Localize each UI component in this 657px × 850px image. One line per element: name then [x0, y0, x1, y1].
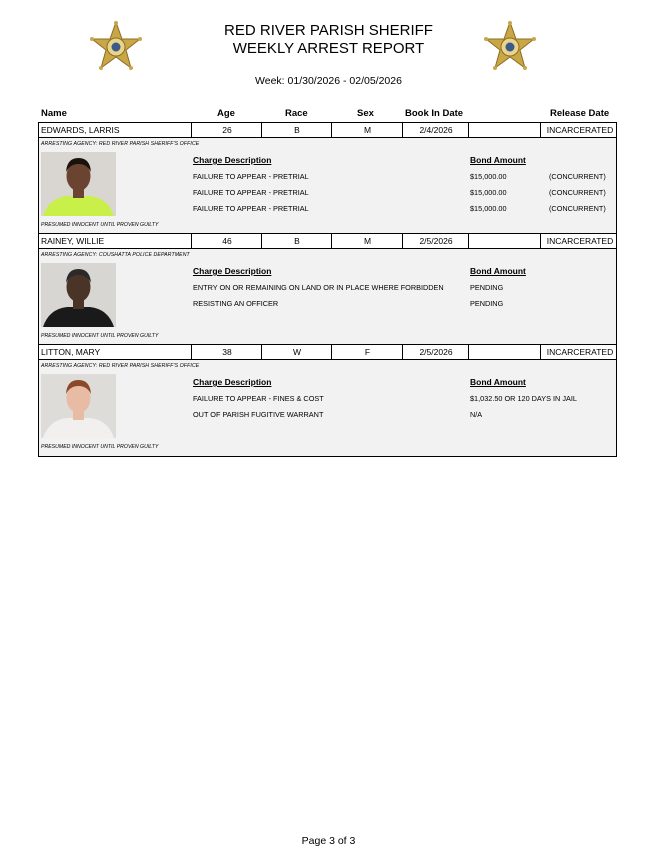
column-header-book-in: Book In Date — [405, 108, 464, 119]
inmate-sex: M — [331, 123, 403, 137]
column-header-sex: Sex — [357, 108, 374, 119]
presumed-innocent-note: PRESUMED INNOCENT UNTIL PROVEN GUILTY — [41, 333, 159, 339]
inmate-age: 38 — [191, 345, 262, 359]
inmate-race: B — [261, 234, 332, 248]
bond-amount: $15,000.00 — [470, 188, 507, 197]
column-header-name: Name — [41, 108, 67, 119]
bond-note: (CONCURRENT) — [549, 204, 606, 213]
inmate-book-in: 2/5/2026 — [402, 345, 469, 359]
bond-amount-header: Bond Amount — [470, 266, 526, 276]
presumed-innocent-note: PRESUMED INNOCENT UNTIL PROVEN GUILTY — [41, 444, 159, 450]
column-header-race: Race — [285, 108, 308, 119]
inmate-release: INCARCERATED — [540, 234, 619, 248]
record-detail — [38, 360, 617, 457]
bond-amount: N/A — [470, 410, 483, 419]
bond-amount: $15,000.00 — [470, 204, 507, 213]
report-week: Week: 01/30/2026 - 02/05/2026 — [255, 75, 402, 87]
mugshot-photo — [41, 374, 116, 438]
charge-description: FAILURE TO APPEAR - PRETRIAL — [193, 204, 309, 213]
inmate-name: EDWARDS, LARRIS — [41, 125, 120, 135]
report-title: RED RIVER PARISH SHERIFF — [224, 22, 433, 39]
record-summary-row — [38, 233, 617, 249]
inmate-release: INCARCERATED — [540, 345, 619, 359]
bond-amount: $1,032.50 OR 120 DAYS IN JAIL — [470, 394, 577, 403]
record-summary-row — [38, 122, 617, 138]
inmate-name: LITTON, MARY — [41, 347, 101, 357]
blank-cell — [468, 345, 541, 359]
blank-cell — [468, 123, 541, 137]
charge-description: FAILURE TO APPEAR - FINES & COST — [193, 394, 324, 403]
column-header-release: Release Date — [550, 108, 610, 119]
arresting-agency: ARRESTING AGENCY: COUSHATTA POLICE DEPARTMENT — [41, 252, 190, 258]
inmate-book-in: 2/5/2026 — [402, 234, 469, 248]
arresting-agency: ARRESTING AGENCY: RED RIVER PARISH SHERIFF'S OFFICE — [41, 141, 200, 147]
blank-cell — [468, 234, 541, 248]
record-detail — [38, 249, 617, 346]
charge-description-header: Charge Description — [193, 155, 272, 165]
inmate-sex: M — [331, 234, 403, 248]
inmate-age: 46 — [191, 234, 262, 248]
bond-amount-header: Bond Amount — [470, 155, 526, 165]
inmate-sex: F — [331, 345, 403, 359]
column-header-age: Age — [217, 108, 235, 119]
record-summary-row — [38, 344, 617, 360]
mugshot-photo — [41, 152, 116, 216]
report-subtitle: WEEKLY ARREST REPORT — [232, 40, 425, 57]
charge-description-header: Charge Description — [193, 377, 272, 387]
inmate-race: B — [261, 123, 332, 137]
inmate-book-in: 2/4/2026 — [402, 123, 469, 137]
bond-amount: PENDING — [470, 299, 504, 308]
arrest-record — [38, 344, 617, 457]
bond-note: (CONCURRENT) — [549, 188, 606, 197]
arresting-agency: ARRESTING AGENCY: RED RIVER PARISH SHERIFF'S OFFICE — [41, 363, 200, 369]
mugshot-photo — [41, 263, 116, 327]
charge-description: RESISTING AN OFFICER — [193, 299, 279, 308]
arrest-record — [38, 122, 617, 235]
bond-amount: PENDING — [470, 283, 504, 292]
record-detail — [38, 138, 617, 235]
charge-description: ENTRY ON OR REMAINING ON LAND OR IN PLACE WHERE FORBIDDEN — [193, 283, 444, 292]
charge-description: FAILURE TO APPEAR - PRETRIAL — [193, 188, 309, 197]
charge-description: FAILURE TO APPEAR - PRETRIAL — [193, 172, 309, 181]
presumed-innocent-note: PRESUMED INNOCENT UNTIL PROVEN GUILTY — [41, 222, 159, 228]
inmate-race: W — [261, 345, 332, 359]
column-headers — [39, 108, 617, 120]
page-number: Page 3 of 3 — [301, 835, 356, 847]
arrest-record — [38, 233, 617, 346]
bond-amount-header: Bond Amount — [470, 377, 526, 387]
charge-description: OUT OF PARISH FUGITIVE WARRANT — [193, 410, 324, 419]
charge-description-header: Charge Description — [193, 266, 272, 276]
bond-note: (CONCURRENT) — [549, 172, 606, 181]
inmate-name: RAINEY, WILLIE — [41, 236, 105, 246]
inmate-age: 26 — [191, 123, 262, 137]
bond-amount: $15,000.00 — [470, 172, 507, 181]
inmate-release: INCARCERATED — [540, 123, 619, 137]
